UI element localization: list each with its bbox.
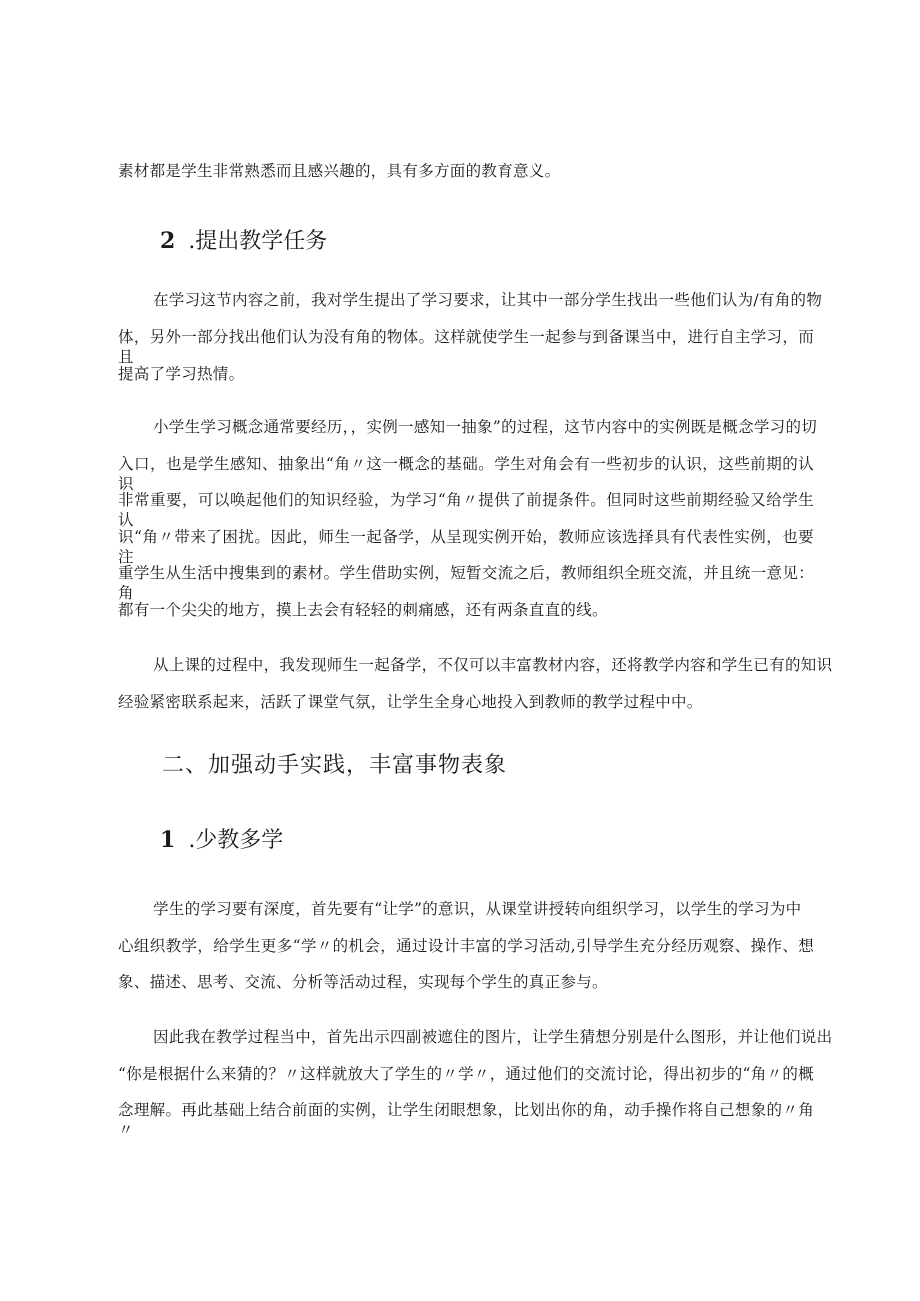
paragraph-line: 素材都是学生非常熟悉而且感兴趣的，具有多方面的教育意义。 [118, 162, 561, 180]
heading-number: 2 [160, 228, 176, 254]
section-heading-1 [160, 826, 283, 855]
paragraph-line: “你是根据什么来猜的？〃这样就放大了学生的〃学〃，通过他们的交流讨论，得出初步的“角〃的概 [118, 1065, 814, 1083]
section-heading-major: 二、加强动手实践，丰富事物表象 [162, 753, 508, 778]
paragraph-line: 学生的学习要有深度，首先要有“让学”的意识，从课堂讲授转向组织学习，以学生的学习为中 [153, 900, 802, 918]
paragraph-line: 从上课的过程中，我发现师生一起备学，不仅可以丰富教材内容，还将教学内容和学生已有的知识 [153, 656, 833, 674]
section-heading-2 [160, 227, 327, 256]
paragraph-line: 识“角〃带来了困扰。因此，师生一起备学，从呈现实例开始，教师应该选择具有代表性实例，也要注 [118, 528, 814, 566]
paragraph-line: 念理解。再此基础上结合前面的实例，让学生闭眼想象，比划出你的角，动手操作将自己想象的〃角〃 [118, 1101, 814, 1139]
paragraph-line: 入口，也是学生感知、抽象出“角〃这一概念的基础。学生对角会有一些初步的认识，这些前期的认识 [118, 455, 814, 493]
paragraph-line: 都有一个尖尖的地方，摸上去会有轻轻的刺痛感，还有两条直直的线。 [118, 601, 608, 619]
paragraph-line: 在学习这节内容之前，我对学生提出了学习要求，让其中一部分学生找出一些他们认为/有角的物 [153, 291, 823, 309]
paragraph-line: 因此我在教学过程当中，首先出示四副被遮住的图片，让学生猜想分别是什么图形，并让他们说出 [153, 1028, 833, 1046]
paragraph-line: 重学生从生活中搜集到的素材。学生借助实例，短暂交流之后，教师组织全班交流，并且统一意见：角 [118, 564, 814, 602]
paragraph-line: 小学生学习概念通常要经历，，实例一感知一抽象”的过程，这节内容中的实例既是概念学习的切 [153, 418, 818, 436]
paragraph-line: 提高了学习热情。 [118, 365, 245, 383]
paragraph-line: 经验紧密联系起来，活跃了课堂气氛，让学生全身心地投入到教师的教学过程中中。 [118, 693, 703, 711]
paragraph-line: 象、描述、思考、交流、分析等活动过程，实现每个学生的真正参与。 [118, 973, 608, 991]
heading-text: .少教多学 [188, 828, 284, 853]
heading-text: .提出教学任务 [188, 229, 328, 254]
heading-number: 1 [160, 827, 176, 853]
paragraph-line: 体，另外一部分找出他们认为没有角的物体。这样就使学生一起参与到备课当中，进行自主学习，而且 [118, 328, 814, 366]
paragraph-line: 心组织教学，给学生更多“学〃的机会，通过设计丰富的学习活动,引导学生充分经历观察、操作、想 [118, 937, 814, 955]
paragraph-line: 非常重要，可以唤起他们的知识经验，为学习“角〃提供了前提条件。但同时这些前期经验又给学生认 [118, 491, 814, 529]
